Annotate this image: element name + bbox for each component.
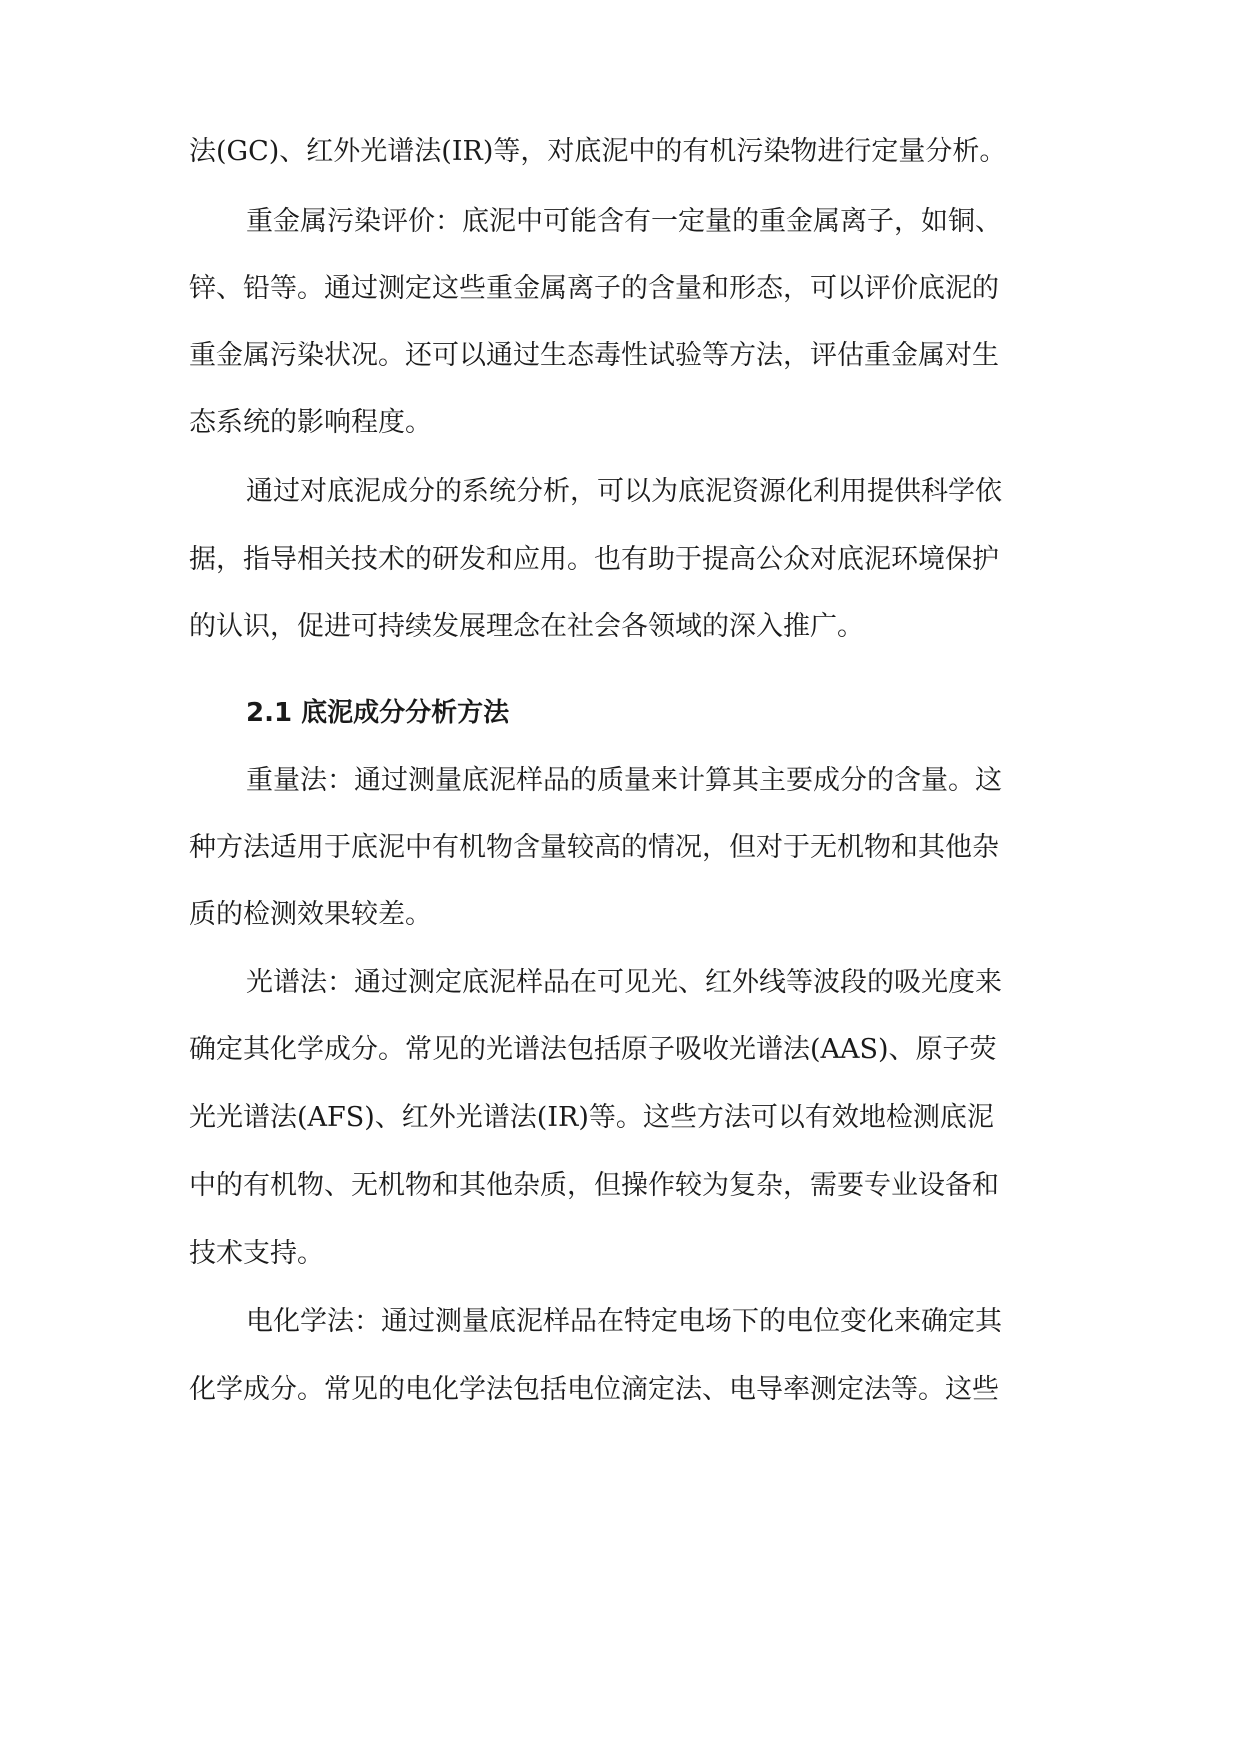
text-line: 重金属污染状况。还可以通过生态毒性试验等方法，评估重金属对生	[189, 340, 999, 371]
text-line: 据，指导相关技术的研发和应用。也有助于提高公众对底泥环境保护	[189, 544, 999, 575]
text-line: 光光谱法(AFS)、红外光谱法(IR)等。这些方法可以有效地检测底泥	[189, 1102, 994, 1133]
text-line: 质的检测效果较差。	[189, 899, 432, 930]
text-line: 化学成分。常见的电化学法包括电位滴定法、电导率测定法等。这些	[189, 1374, 999, 1405]
text-line: 态系统的影响程度。	[189, 407, 432, 438]
text-line: 技术支持。	[189, 1238, 324, 1269]
text-line: 锌、铅等。通过测定这些重金属离子的含量和形态，可以评价底泥的	[189, 273, 999, 304]
text-line: 通过对底泥成分的系统分析，可以为底泥资源化利用提供科学依	[246, 476, 1002, 507]
text-line: 光谱法：通过测定底泥样品在可见光、红外线等波段的吸光度来	[246, 967, 1002, 998]
text-line: 的认识，促进可持续发展理念在社会各领域的深入推广。	[189, 611, 864, 642]
text-line: 确定其化学成分。常见的光谱法包括原子吸收光谱法(AAS)、原子荧	[189, 1034, 997, 1065]
text-line: 重量法：通过测量底泥样品的质量来计算其主要成分的含量。这	[246, 765, 1002, 796]
text-line: 种方法适用于底泥中有机物含量较高的情况，但对于无机物和其他杂	[189, 832, 999, 863]
text-line: 中的有机物、无机物和其他杂质，但操作较为复杂，需要专业设备和	[189, 1170, 999, 1201]
section-heading: 2.1 底泥成分分析方法	[246, 698, 510, 728]
text-line: 重金属污染评价：底泥中可能含有一定量的重金属离子，如铜、	[246, 206, 1002, 237]
text-line: 电化学法：通过测量底泥样品在特定电场下的电位变化来确定其	[246, 1306, 1002, 1337]
text-line: 法(GC)、红外光谱法(IR)等，对底泥中的有机污染物进行定量分析。	[189, 136, 1007, 167]
